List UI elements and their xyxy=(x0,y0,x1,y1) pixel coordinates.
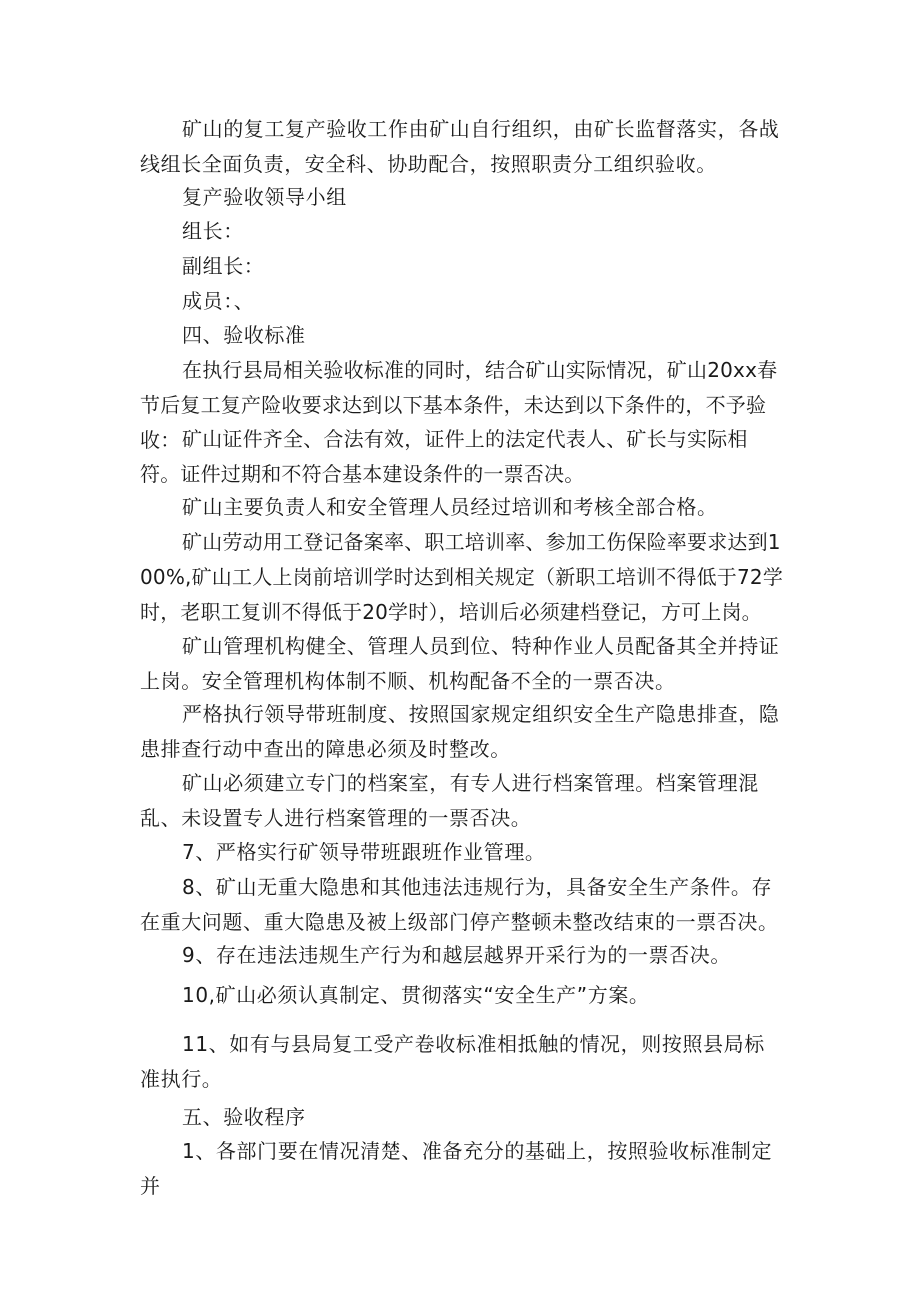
paragraph-item-11: 11、如有与县局复工受产卷收标准相抵触的情况，则按照县局标准执行。 xyxy=(140,1032,765,1091)
paragraph-item-10: 10,矿山必须认真制定、贯彻落实“安全生产”方案。 xyxy=(182,983,650,1007)
paragraph-group-leader: 组长： xyxy=(182,219,244,243)
paragraph-item-9: 9、存在违法违规生产行为和越层越界开采行为的一票否决。 xyxy=(182,943,731,967)
paragraph-leader-duty: 严格执行领导带班制度、按照国家规定组织安全生产隐患排查，隐患排查行动中查出的障患必须及时整改。 xyxy=(140,702,780,761)
paragraph-item-7: 7、严格实行矿领导带班跟班作业管理。 xyxy=(182,840,546,864)
paragraph-management-structure: 矿山管理机构健全、管理人员到位、特种作业人员配备其全并持证上岗。安全管理机构体制不顺、机构配备不全的一票否决。 xyxy=(140,634,780,693)
paragraph-leadership-group: 复产验收领导小组 xyxy=(182,185,347,209)
paragraph-training-qualified: 矿山主要负责人和安全管理人员经过培训和考核全部合格。 xyxy=(182,495,718,519)
paragraph-members: 成员：、 xyxy=(182,289,255,313)
paragraph-intro: 矿山的复工复产验收工作由矿山自行组织，由矿长监督落实，各战线组长全面负责，安全科、协助配合，按照职责分工组织验收。 xyxy=(140,117,780,176)
section-heading-acceptance-standard: 四、验收标准 xyxy=(182,323,306,347)
paragraph-procedure-1: 1、各部门要在情况清楚、准备充分的基础上，按照验收标准制定并 xyxy=(140,1139,773,1198)
paragraph-item-8: 8、矿山无重大隐患和其他违法违规行为，具备安全生产条件。存在重大问题、重大隐患及被上级部门停产整顿未整改结束的一票否决。 xyxy=(140,875,779,934)
paragraph-deputy-leader: 副组长： xyxy=(182,254,265,278)
paragraph-certificates: 矿山证件齐全、合法有效，证件上的法定代表人、矿长与实际相符。证件过期和不符合基本建设条件的一票否决。 xyxy=(140,427,748,486)
paragraph-labor-registration: 矿山劳动用工登记备案率、职工培训率、参加工伤保险率要求达到100%,矿山工人上岗前培训学时达到相关规定（新职工培训不得低于72学时，老职工复训不得低于20学时），培训后必须建档登记，方可上岗。 xyxy=(140,530,784,624)
section-heading-acceptance-procedure: 五、验收程序 xyxy=(182,1105,306,1129)
paragraph-archive-room: 矿山必须建立专门的档案室，有专人进行档案管理。档案管理混乱、未设置专人进行档案管理的一票否决。 xyxy=(140,771,759,830)
paragraph-standard-intro: 在执行县局相关验收标准的同时，结合矿山实际情况，矿山20xx春节后复工复产险收要求达到以下基本条件，未达到以下条件的，不予验收： xyxy=(140,358,778,452)
